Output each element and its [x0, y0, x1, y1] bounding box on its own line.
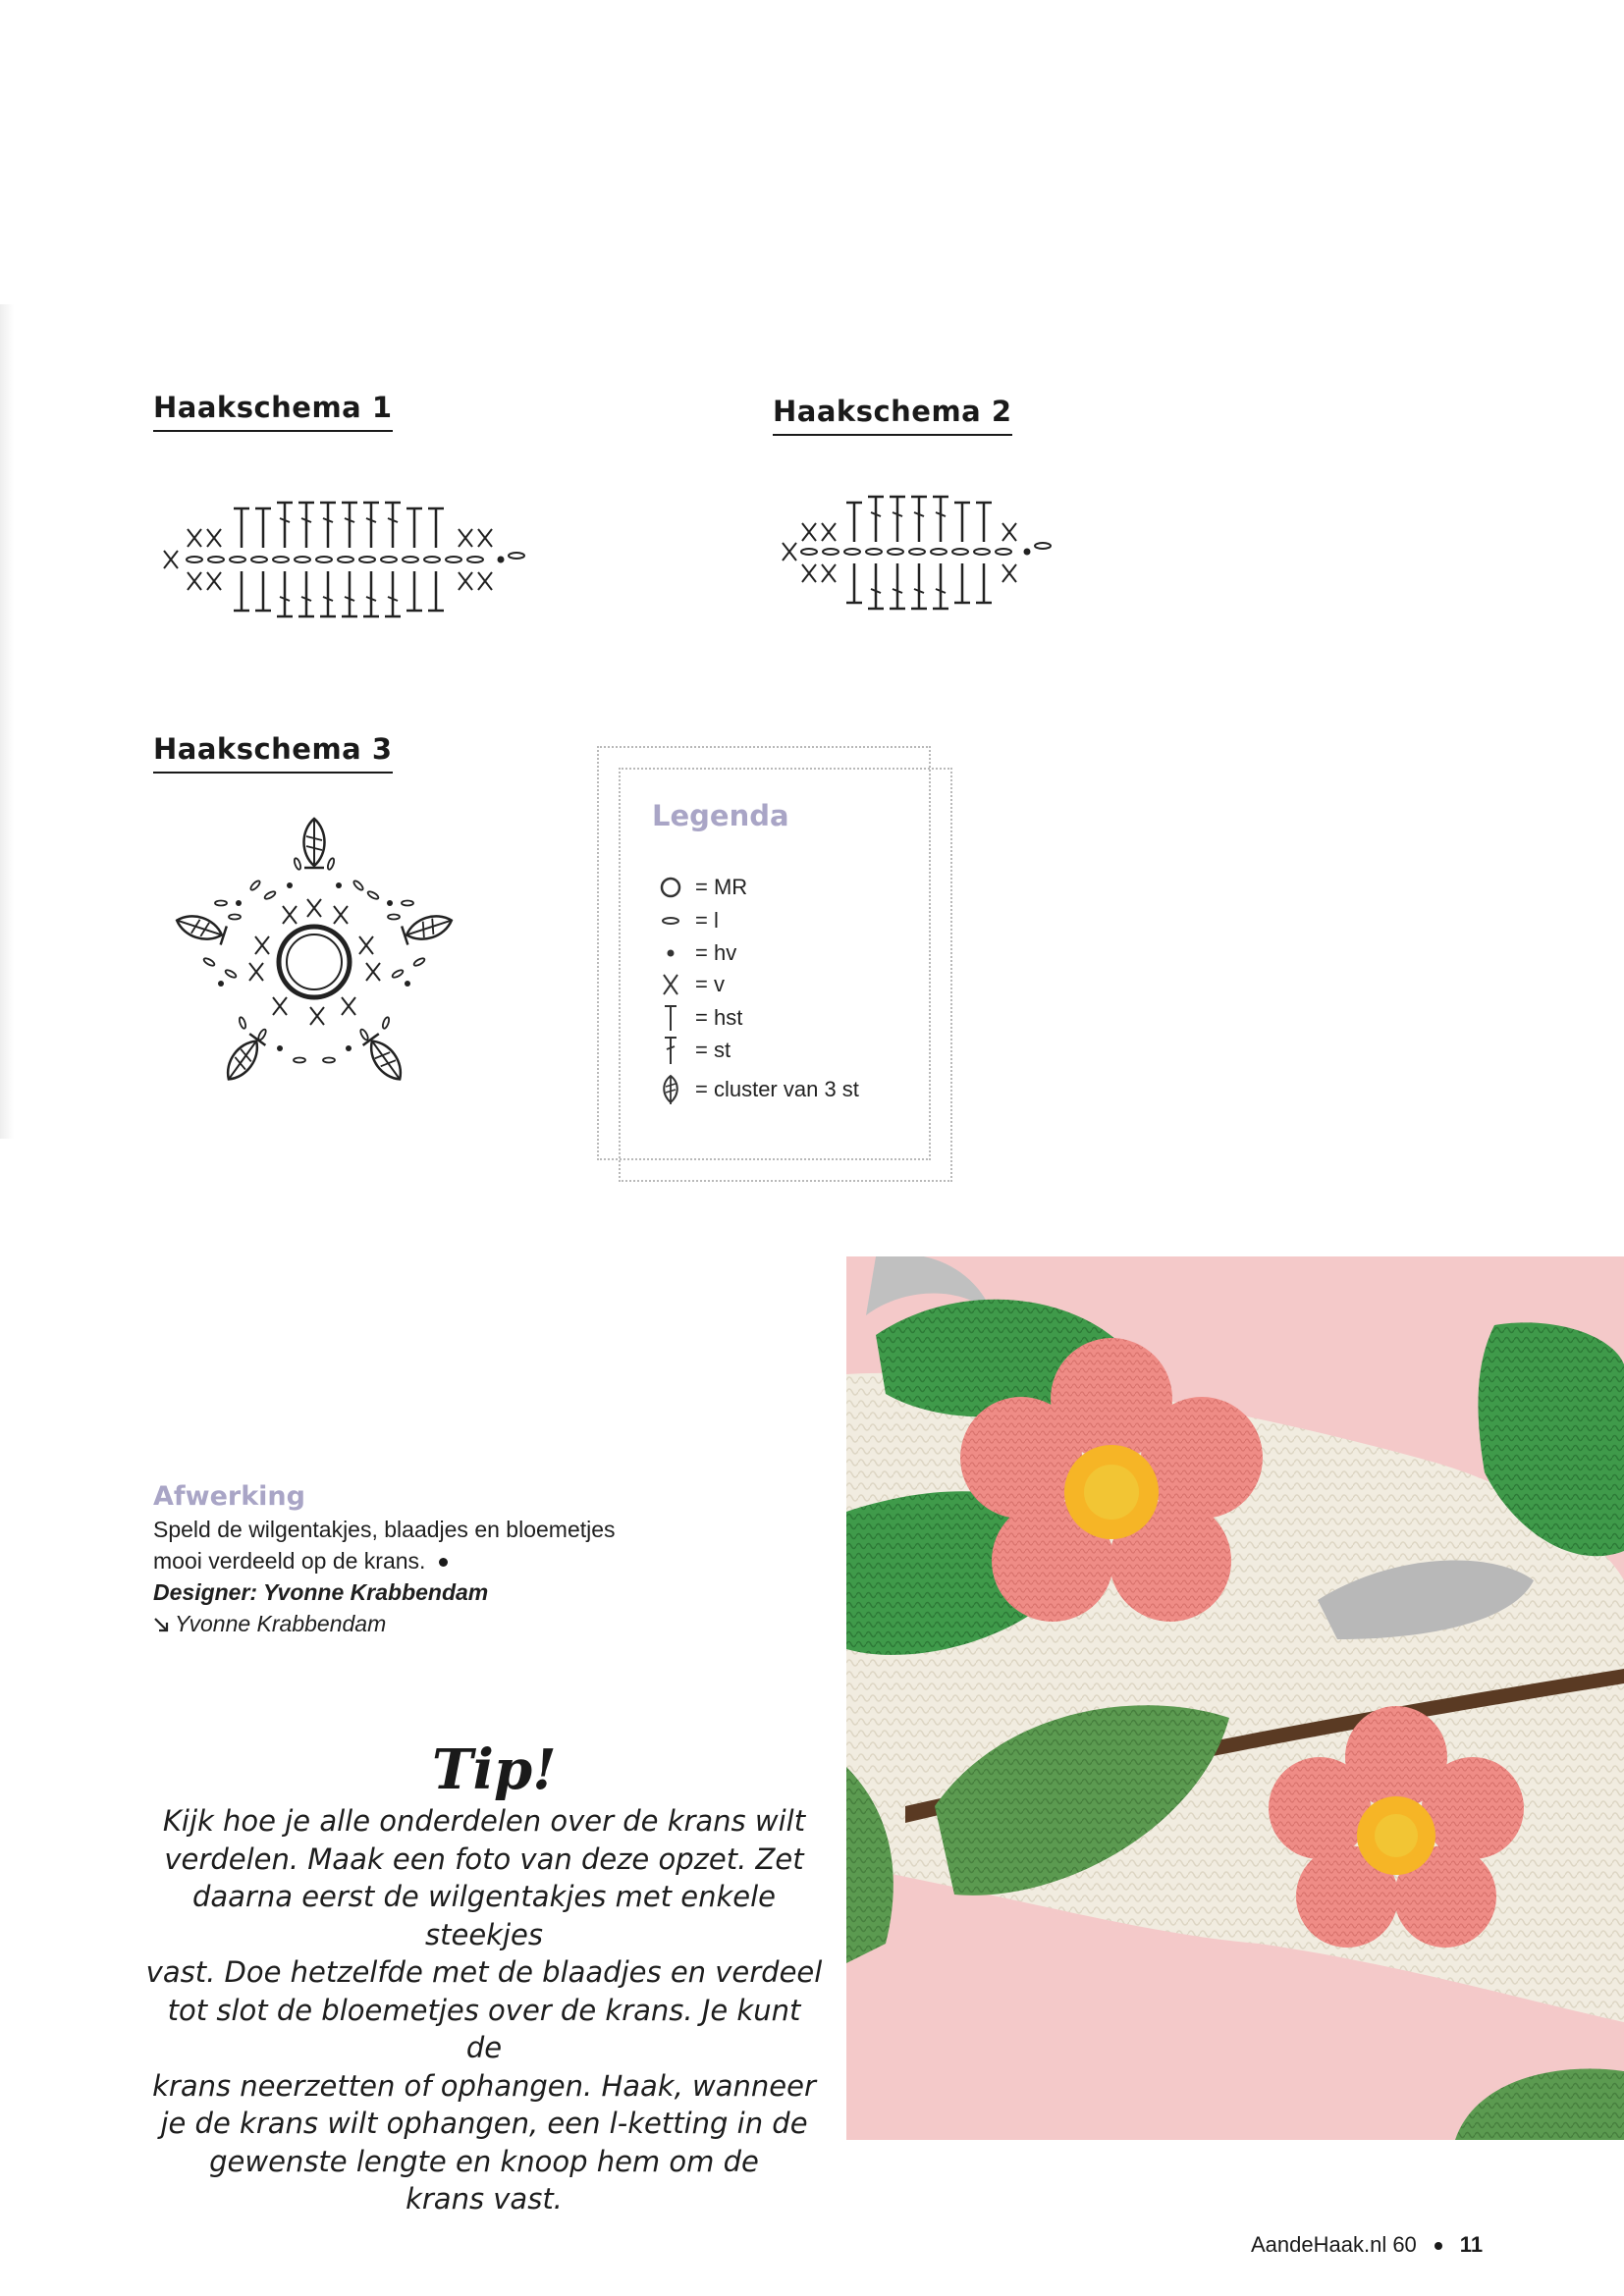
legend-label: = MR [695, 875, 748, 899]
afwerking-section [153, 1480, 703, 1639]
tip-line: krans vast. [406, 2182, 563, 2216]
magic-ring-icon [656, 871, 685, 904]
legend-item-cluster [656, 1074, 859, 1105]
tip-line: tot slot de bloemetjes over de krans. Je kunt de [167, 1993, 801, 2064]
single-crochet-icon [656, 968, 685, 1001]
afwerking-line-2: mooi verdeeld op de krans. [153, 1548, 426, 1574]
legend-item-chain [656, 905, 719, 936]
tip-line: verdelen. Maak een foto van deze opzet. Zet [164, 1842, 804, 1876]
legend-label: = cluster van 3 st [695, 1077, 859, 1101]
legend-item-single-crochet [656, 969, 725, 1000]
chain-icon [656, 904, 685, 937]
crochet-flowers-photo [846, 1256, 1624, 2140]
legend-label: = v [695, 972, 725, 996]
legend-title: Legenda [652, 799, 789, 832]
legend-label: = hv [695, 940, 737, 965]
tip-text [145, 1802, 823, 2218]
page-edge-shadow [0, 304, 14, 1139]
crochet-chart-1 [157, 481, 628, 638]
photo-credit-wrap [153, 1608, 703, 1639]
photo-credit: Yvonne Krabbendam [175, 1611, 387, 1636]
legend-item-double-crochet [656, 1035, 731, 1066]
crochet-chart-2 [776, 481, 1159, 638]
crochet-chart-3 [162, 815, 466, 1109]
slip-stitch-icon [656, 936, 685, 970]
tip-title: Tip! [432, 1737, 557, 1802]
afwerking-line-1: Speld de wilgentakjes, blaadjes en bloemetjes [153, 1517, 616, 1542]
designer-credit: Designer: Yvonne Krabbendam [153, 1579, 489, 1605]
photo-credit-icon [153, 1616, 171, 1633]
schema-1-heading: Haakschema 1 [153, 391, 393, 432]
afwerking-title: Afwerking [153, 1481, 305, 1512]
legend-label: = l [695, 908, 719, 933]
double-crochet-icon [656, 1034, 685, 1067]
page-number: 11 [1459, 2232, 1484, 2257]
footer-separator [1435, 2242, 1442, 2250]
half-double-crochet-icon [656, 1001, 685, 1035]
tip-line: je de krans wilt ophangen, een l-ketting in de [160, 2107, 808, 2140]
schema-3-heading: Haakschema 3 [153, 732, 393, 774]
tip-line: vast. Doe hetzelfde met de blaadjes en verdeel [145, 1955, 823, 1989]
tip-line: Kijk hoe je alle onderdelen over de krans wilt [162, 1804, 806, 1838]
legend-box [597, 746, 921, 1158]
end-mark-icon [439, 1558, 448, 1567]
legend-label: = st [695, 1038, 731, 1062]
tip-line: krans neerzetten of ophangen. Haak, wanneer [152, 2068, 816, 2103]
legend-item-magic-ring [656, 872, 747, 903]
legend-item-slip-stitch [656, 937, 736, 969]
legend-label: = hst [695, 1005, 743, 1030]
footer-site: AandeHaak.nl 60 [1251, 2232, 1417, 2257]
schema-2-heading: Haakschema 2 [773, 395, 1012, 436]
cluster-icon [656, 1073, 685, 1106]
tip-line: gewenste lengte en knoop hem om de [209, 2144, 759, 2178]
tip-line: daarna eerst de wilgentakjes met enkele steekjes [191, 1880, 777, 1951]
afwerking-line-2-wrap [153, 1545, 703, 1576]
page-footer [1251, 2232, 1483, 2258]
legend-item-half-double-crochet [656, 1002, 742, 1034]
